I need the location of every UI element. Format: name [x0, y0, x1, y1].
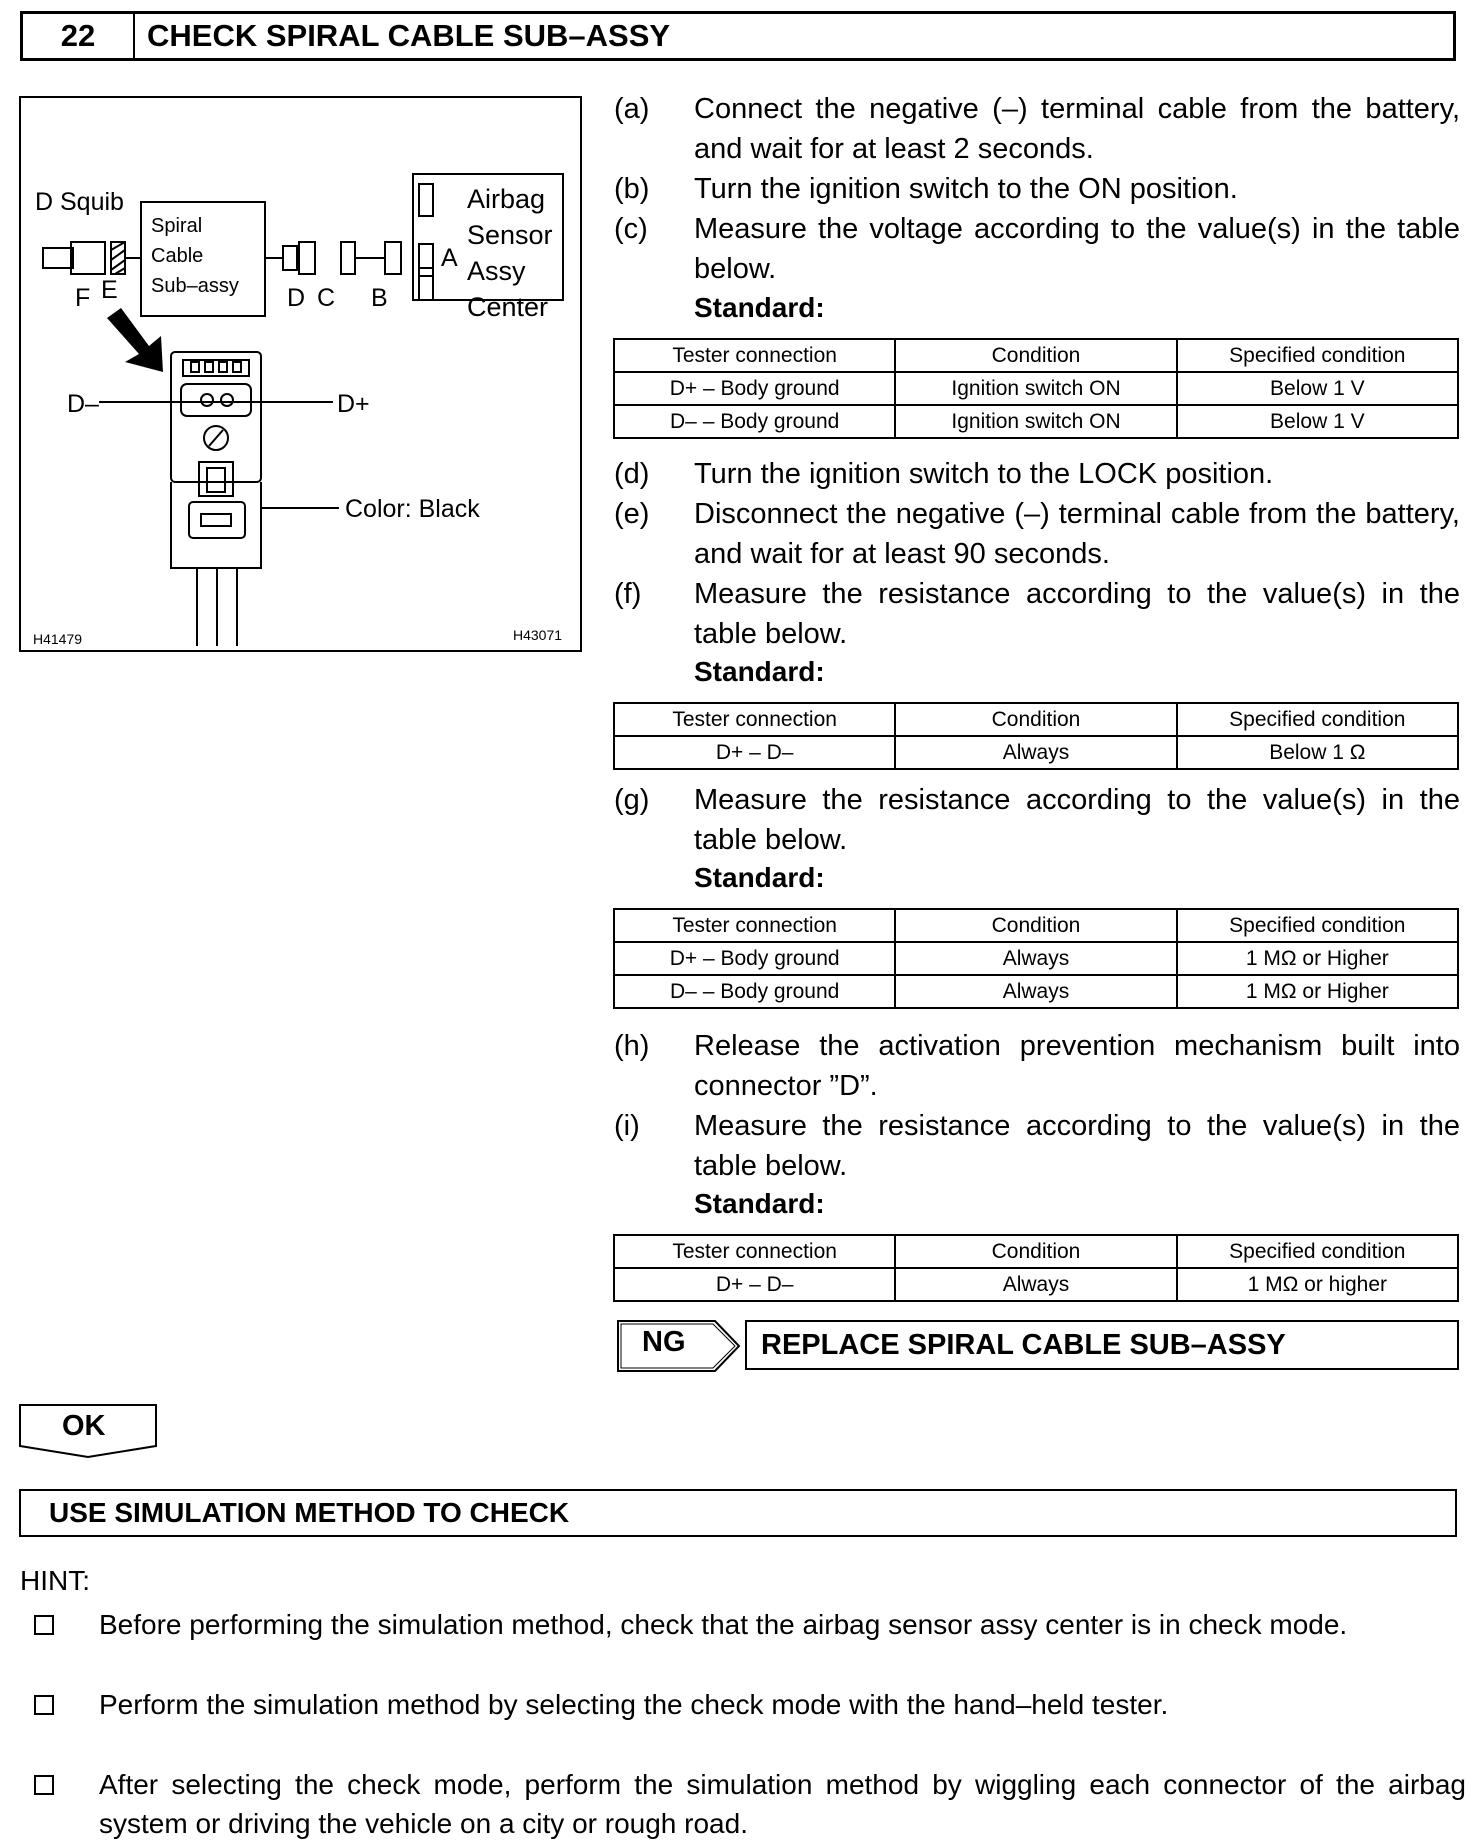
step-d: [614, 454, 1460, 494]
spec-table-2: [613, 702, 1459, 770]
airbag-line-3: Assy: [467, 256, 526, 286]
hint-text: After selecting the check mode, perform the simulation method by wiggling each connector of the airbag system or driving the vehicle on a city or rough road.: [99, 1769, 1466, 1839]
connector-f-body: [71, 242, 105, 274]
spiral-line-3: Sub–assy: [151, 275, 239, 297]
hint-item: [30, 1685, 1466, 1724]
pointer-arrow-icon: [107, 308, 163, 372]
step-text: Release the activation prevention mechanism built into connector ”D”.: [694, 1030, 1460, 1102]
step-text: Turn the ignition switch to the LOCK position.: [694, 458, 1274, 490]
letter-d: D: [287, 284, 306, 312]
step-label: (a): [614, 93, 650, 125]
connector-d-shape: [283, 246, 297, 270]
header-specified: Specified condition: [1177, 339, 1458, 372]
hint-item: [30, 1765, 1466, 1843]
cell-condition: Ignition switch ON: [895, 372, 1176, 405]
table-row: [614, 1268, 1458, 1301]
spiral-line-1: Spiral: [151, 215, 203, 237]
standard-label: Standard:: [694, 292, 825, 323]
ok-label: OK: [62, 1410, 106, 1442]
step-text: Turn the ignition switch to the ON position.: [694, 173, 1238, 205]
figure-code-left: H41479: [33, 631, 83, 647]
step-label: (d): [614, 458, 650, 490]
step-g: [614, 780, 1460, 860]
step-header: [20, 11, 1456, 61]
ng-action-box: REPLACE SPIRAL CABLE SUB–ASSY: [745, 1320, 1459, 1370]
letter-c: C: [317, 284, 336, 312]
connector-f-shape: [43, 248, 73, 268]
hint-text: Before performing the simulation method, check that the airbag sensor assy center is in check mode.: [99, 1609, 1348, 1640]
hint-item: [30, 1605, 1466, 1644]
cell-tester: D+ – Body ground: [614, 942, 895, 975]
letter-e: E: [101, 276, 118, 304]
cell-specified: Below 1 V: [1177, 405, 1458, 438]
step-c: [614, 209, 1460, 289]
checkbox-icon: [34, 1615, 54, 1635]
header-specified: Specified condition: [1177, 909, 1458, 942]
step-label: (h): [614, 1030, 650, 1062]
letter-f: F: [75, 284, 91, 312]
table-row: [614, 736, 1458, 769]
table-row: [614, 372, 1458, 405]
step-label: (e): [614, 498, 650, 530]
connector-c-shape: [341, 242, 355, 274]
spec-table-3: [613, 908, 1459, 1009]
standard-label: Standard:: [694, 862, 825, 893]
letter-a: A: [441, 244, 458, 272]
cell-specified: 1 MΩ or Higher: [1177, 975, 1458, 1008]
checkbox-icon: [34, 1775, 54, 1795]
step-text: Measure the voltage according to the value(s) in the table below.: [694, 213, 1460, 285]
spec-table-1: [613, 338, 1459, 439]
color-label: Color: Black: [345, 495, 480, 523]
step-b: [614, 169, 1460, 209]
table-row: [614, 942, 1458, 975]
header-tester: Tester connection: [614, 339, 895, 372]
checkbox-icon: [34, 1695, 54, 1715]
letter-b: B: [371, 284, 388, 312]
step-label: (b): [614, 173, 650, 205]
cell-tester: D+ – Body ground: [614, 372, 895, 405]
table-header-row: [614, 339, 1458, 372]
cell-tester: D+ – D–: [614, 1268, 895, 1301]
header-tester: Tester connection: [614, 1235, 895, 1268]
cell-condition: Always: [895, 942, 1176, 975]
header-tester: Tester connection: [614, 703, 895, 736]
step-label: (c): [614, 213, 648, 245]
hint-label: HINT:: [20, 1565, 90, 1596]
table-header-row: [614, 703, 1458, 736]
standard-label: Standard:: [694, 1188, 825, 1219]
airbag-line-2: Sensor: [467, 220, 553, 250]
header-condition: Condition: [895, 703, 1176, 736]
cell-tester: D– – Body ground: [614, 405, 895, 438]
airbag-line-1: Airbag: [467, 184, 546, 214]
step-label: (i): [614, 1110, 640, 1142]
spiral-line-2: Cable: [151, 245, 204, 267]
cell-tester: D+ – D–: [614, 736, 895, 769]
wiring-figure: [19, 96, 582, 652]
step-text: Disconnect the negative (–) terminal cable from the battery, and wait for at least 90 seconds.: [694, 498, 1460, 570]
step-label: (g): [614, 784, 650, 816]
cell-condition: Always: [895, 1268, 1176, 1301]
step-text: Measure the resistance according to the value(s) in the table below.: [694, 1110, 1460, 1182]
step-f: [614, 574, 1460, 654]
spec-table-4: [613, 1234, 1459, 1302]
simulation-header: USE SIMULATION METHOD TO CHECK: [19, 1489, 1457, 1537]
step-text: Connect the negative (–) terminal cable from the battery, and wait for at least 2 seconds.: [694, 93, 1460, 165]
step-e: [614, 494, 1460, 574]
step-h: [614, 1026, 1460, 1106]
cell-condition: Always: [895, 975, 1176, 1008]
cell-specified: Below 1 Ω: [1177, 736, 1458, 769]
table-row: [614, 975, 1458, 1008]
table-header-row: [614, 1235, 1458, 1268]
header-specified: Specified condition: [1177, 703, 1458, 736]
cell-specified: Below 1 V: [1177, 372, 1458, 405]
header-condition: Condition: [895, 339, 1176, 372]
cell-condition: Always: [895, 736, 1176, 769]
header-specified: Specified condition: [1177, 1235, 1458, 1268]
step-i: [614, 1106, 1460, 1186]
d-minus-label: D–: [67, 390, 99, 418]
header-tester: Tester connection: [614, 909, 895, 942]
step-label: (f): [614, 578, 642, 610]
d-plus-label: D+: [337, 390, 370, 418]
connector-diagram: [21, 98, 580, 650]
airbag-line-4: Center: [467, 292, 549, 322]
cell-condition: Ignition switch ON: [895, 405, 1176, 438]
cell-tester: D– – Body ground: [614, 975, 895, 1008]
step-title: CHECK SPIRAL CABLE SUB–ASSY: [147, 18, 671, 53]
standard-label: Standard:: [694, 656, 825, 687]
ng-label: NG: [642, 1326, 686, 1358]
table-header-row: [614, 909, 1458, 942]
d-squib-label: D Squib: [35, 188, 124, 216]
step-text: Measure the resistance according to the value(s) in the table below.: [694, 578, 1460, 650]
cell-specified: 1 MΩ or higher: [1177, 1268, 1458, 1301]
step-a: [614, 89, 1460, 169]
header-condition: Condition: [895, 909, 1176, 942]
step-text: Measure the resistance according to the value(s) in the table below.: [694, 784, 1460, 856]
table-row: [614, 405, 1458, 438]
hint-text: Perform the simulation method by selecting the check mode with the hand–held tester.: [99, 1689, 1169, 1720]
header-condition: Condition: [895, 1235, 1176, 1268]
figure-code-right: H43071: [513, 627, 563, 643]
cell-specified: 1 MΩ or Higher: [1177, 942, 1458, 975]
step-number: 22: [23, 14, 135, 58]
